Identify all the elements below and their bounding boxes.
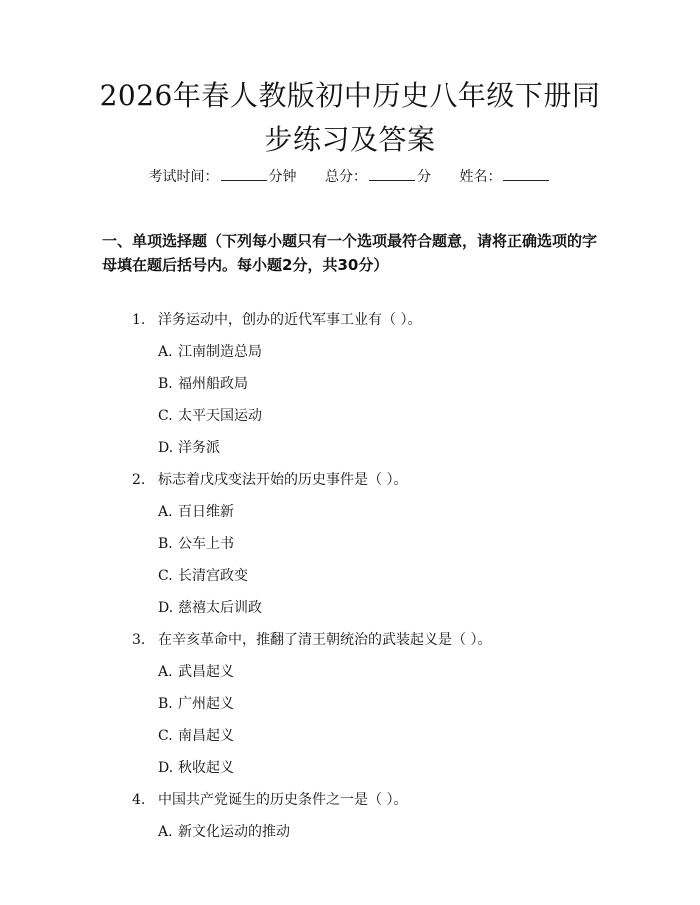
option-letter: B.	[158, 536, 173, 552]
question-text: 中国共产党诞生的历史条件之一是（ ）。	[158, 792, 408, 808]
question-1-option-b	[158, 373, 248, 395]
question-1-option-c	[158, 405, 262, 427]
option-letter: D.	[158, 760, 174, 776]
option-letter: C.	[158, 728, 173, 744]
question-2-option-b	[158, 533, 234, 555]
question-2-option-a	[158, 501, 234, 523]
option-letter: B.	[158, 376, 173, 392]
exam-meta	[0, 166, 700, 188]
option-letter: D.	[158, 440, 174, 456]
question-number: 4.	[132, 792, 146, 808]
total-score-label: 总分：	[325, 169, 367, 185]
option-text: 武昌起义	[178, 664, 234, 680]
question-3-option-d	[158, 757, 234, 779]
question-1-option-d	[158, 437, 220, 459]
option-letter: B.	[158, 696, 173, 712]
student-name-blank	[503, 167, 549, 181]
option-letter: D.	[158, 600, 174, 616]
question-4-option-a	[158, 821, 290, 843]
student-name-label: 姓名：	[459, 169, 502, 185]
question-text: 洋务运动中，创办的近代军事工业有（ ）。	[158, 312, 422, 328]
option-text: 新文化运动的推动	[178, 824, 290, 840]
option-text: 长清宫政变	[178, 568, 248, 584]
question-1-option-a	[158, 341, 262, 363]
total-score	[325, 166, 431, 188]
question-text: 标志着戊戌变法开始的历史事件是（ ）。	[158, 472, 408, 488]
option-text: 江南制造总局	[178, 344, 262, 360]
question-1	[132, 309, 421, 331]
total-score-unit: 分	[417, 169, 431, 185]
page-title: 2026年春人教版初中历史八年级下册同步练习及答案	[99, 79, 601, 156]
exam-time-label: 考试时间：	[148, 169, 219, 185]
option-letter: A.	[158, 824, 173, 840]
option-letter: C.	[158, 568, 173, 584]
question-text: 在辛亥革命中，推翻了清王朝统治的武装起义是（ ）。	[158, 632, 492, 648]
option-text: 百日维新	[178, 504, 234, 520]
option-letter: A.	[158, 664, 173, 680]
question-3	[132, 629, 491, 651]
exam-time-unit: 分钟	[268, 169, 297, 185]
question-2	[132, 469, 407, 491]
option-text: 太平天国运动	[178, 408, 262, 424]
question-2-option-d	[158, 597, 262, 619]
total-score-blank	[369, 167, 415, 181]
question-4	[132, 789, 407, 811]
question-3-option-a	[158, 661, 234, 683]
option-letter: A.	[158, 504, 173, 520]
question-number: 1.	[132, 312, 146, 328]
option-text: 公车上书	[178, 536, 234, 552]
question-3-option-c	[158, 725, 234, 747]
exam-time	[149, 166, 297, 188]
option-text: 慈禧太后训政	[178, 600, 262, 616]
option-letter: A.	[158, 344, 173, 360]
exam-time-blank	[221, 167, 267, 181]
question-2-option-c	[158, 565, 248, 587]
section-heading: 一、单项选择题（下列每小题只有一个选项最符合题意，请将正确选项的字母填在题后括号内。每小题2分，共30分）	[102, 232, 598, 274]
question-number: 3.	[132, 632, 146, 648]
question-number: 2.	[132, 472, 146, 488]
option-letter: C.	[158, 408, 173, 424]
option-text: 南昌起义	[178, 728, 234, 744]
question-3-option-b	[158, 693, 234, 715]
option-text: 福州船政局	[178, 376, 248, 392]
option-text: 秋收起义	[178, 760, 234, 776]
student-name	[459, 166, 551, 188]
option-text: 洋务派	[178, 440, 220, 456]
option-text: 广州起义	[178, 696, 234, 712]
